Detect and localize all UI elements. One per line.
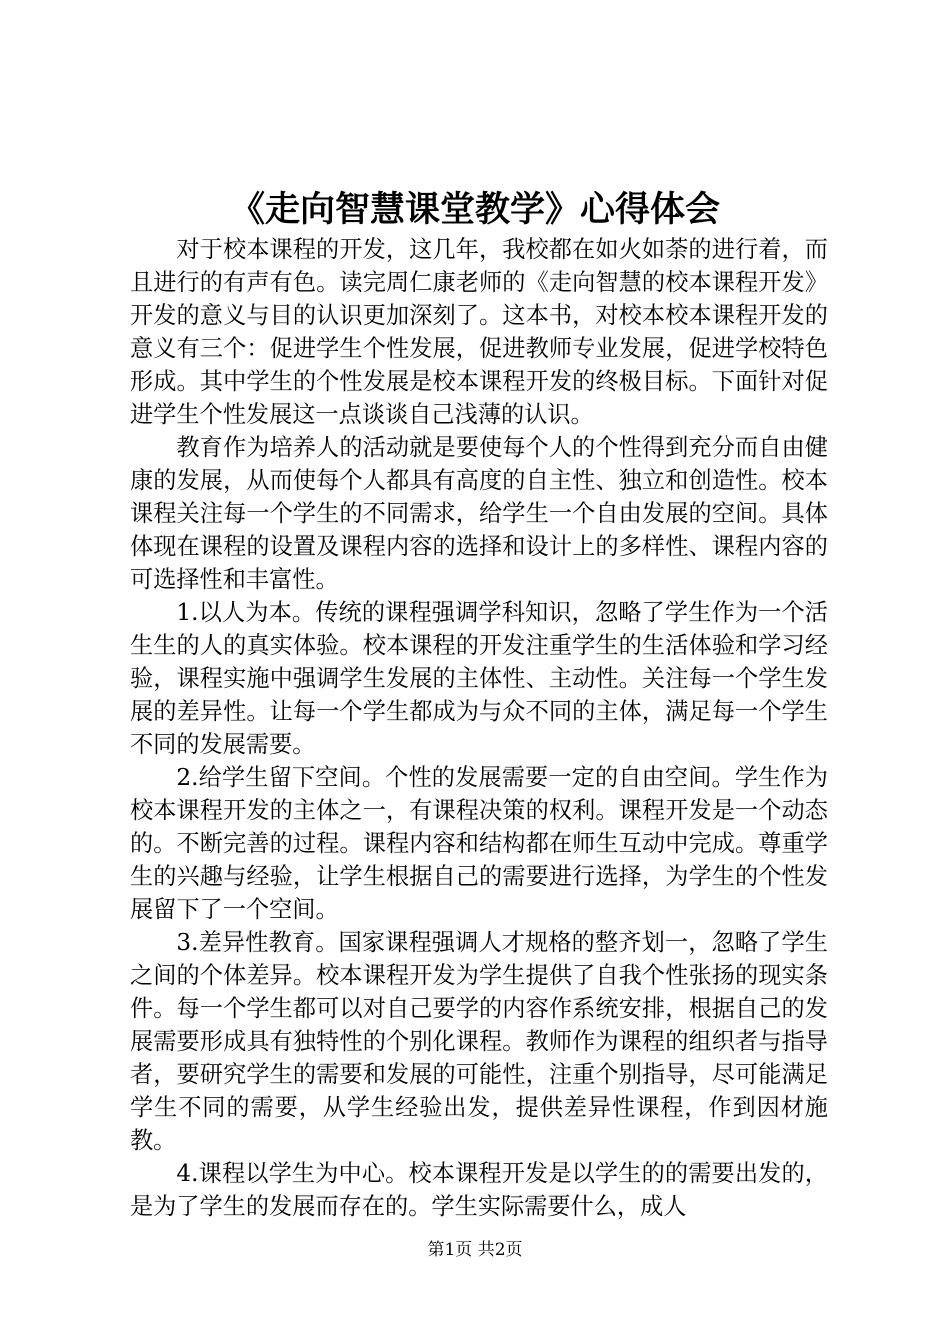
paragraph-2: 教育作为培养人的活动就是要使每个人的个性得到充分而自由健康的发展，从而使每个人都具有高度的自主性、独立和创造性。校本课程关注每一个学生的不同需求，给学生一个自由发展的空间。具体体现在课程的设置及课程内容的选择和设计上的多样性、课程内容的可选择性和丰富性。 [130, 434, 828, 593]
paragraph-3: 1.以人为本。传统的课程强调学科知识，忽略了学生作为一个活生生的人的真实体验。校本课程的开发注重学生的生活体验和学习经验，课程实施中强调学生发展的主体性、主动性。关注每一个学生发展的差异性。让每一个学生都成为与众不同的主体，满足每一个学生不同的发展需要。 [130, 599, 828, 758]
document-body [130, 233, 828, 1223]
page-footer: 第1页 共2页 [427, 1240, 523, 1260]
paragraph-6: 4.课程以学生为中心。校本课程开发是以学生的的需要出发的，是为了学生的发展而存在的。学生实际需要什么，成人 [130, 1160, 828, 1220]
document-title: 《走向智慧课堂教学》心得体会 [229, 189, 720, 230]
paragraph-5: 3.差异性教育。国家课程强调人才规格的整齐划一，忽略了学生之间的个体差异。校本课程开发为学生提供了自我个性张扬的现实条件。每一个学生都可以对自己要学的内容作系统安排，根据自己的发展需要形成具有独特性的个别化课程。教师作为课程的组织者与指导者，要研究学生的需要和发展的可能性，注重个别指导，尽可能满足学生不同的需要，从学生经验出发，提供差异性课程，作到因材施教。 [130, 929, 828, 1154]
paragraph-1: 对于校本课程的开发，这几年，我校都在如火如荼的进行着，而且进行的有声有色。读完周仁康老师的《走向智慧的校本课程开发》开发的意义与目的认识更加深刻了。这本书，对校本校本课程开发的意义有三个：促进学生个性发展，促进教师专业发展，促进学校特色形成。其中学生的个性发展是校本课程开发的终极目标。下面针对促进学生个性发展这一点谈谈自己浅薄的认识。 [130, 236, 828, 428]
paragraph-4: 2.给学生留下空间。个性的发展需要一定的自由空间。学生作为校本课程开发的主体之一，有课程决策的权利。课程开发是一个动态的。不断完善的过程。课程内容和结构都在师生互动中完成。尊重学生的兴趣与经验，让学生根据自己的需要进行选择，为学生的个性发展留下了一个空间。 [130, 764, 828, 923]
